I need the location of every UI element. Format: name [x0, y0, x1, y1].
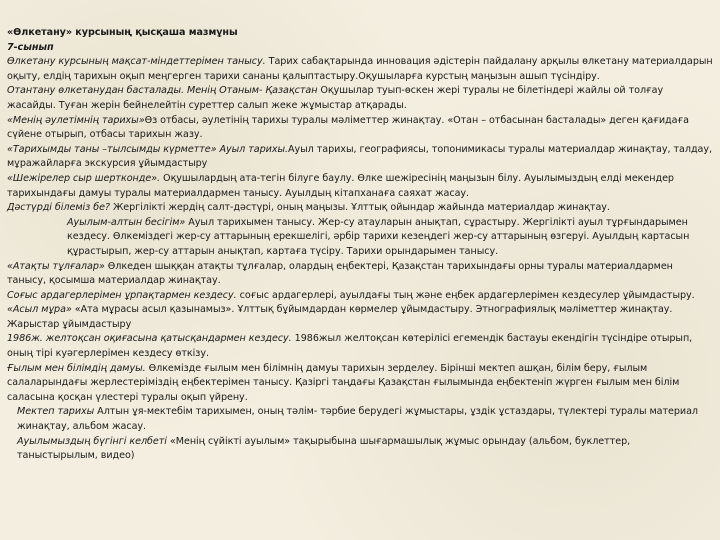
- topic-7-text: Ауыл тарихымен танысу. Жер-су атауларын анықтап, сұрастыру. Жергілікті ауыл тұрғындарымен кездесу. Өлкеміздегі жер-су аттарының ерекшелігі, әрбір тарихи кезеңдегі жер-су аттарының өзгеруі. Ауылдың картасын құрастырып, жер-су аттарын анықтап, картаға түсіру. Тарихи орындарымен танысу.: [67, 216, 690, 257]
- topic-10: [7, 303, 713, 332]
- topic-13: [7, 405, 713, 434]
- topic-6-text: Жергілікті жердің салт-дәстүрі, оның маңызы. Ұлттық ойындар жайында материалдар жинақтау.: [109, 202, 610, 214]
- document-body: [7, 26, 713, 464]
- topic-13-text: Алтын ұя-мектебім тарихымен, оның тәлім- тәрбие берудегі жұмыстары, ұздік ұстаздары, түлектері туралы материал жинақтау, альбом жасау.: [17, 406, 699, 433]
- topic-11: [7, 332, 713, 361]
- topic-13-heading: Мектеп тарихы: [17, 406, 95, 418]
- topic-1-text: Тарих сабақтарында инновация әдістерін пайдалану арқылы өлкетану материалдарын оқыту, елдің тарихын оқып меңгерген тарихи сананы қалыптастыру.Оқушыларға курстың маңызын ашып түсіндіру.: [7, 56, 713, 82]
- topic-4: [7, 143, 713, 172]
- topic-14: [7, 435, 713, 464]
- topic-8: [7, 260, 713, 289]
- topic-14-heading: Ауылымыздың бүгінгі келбеті: [17, 435, 167, 447]
- topic-3-heading: «Менің әулетімнің тарихы»: [7, 114, 145, 126]
- topic-2-text: Оқушылар туып-өскен жері туралы не білетіндері жайлы ой толғау жасайды. Туған жерін бейнелейтін суреттер салып жеке жұмыстар атқарады.: [7, 85, 664, 111]
- topic-10-text: «Ата мұрасы асыл қазынамыз». Ұлттық бұйымдардан көрмелер ұйымдастыру. Этнографиялық мәліметтер жинақтау. Жарыстар ұйымдастыру: [7, 304, 673, 330]
- topic-2: [7, 84, 713, 113]
- topic-10-heading: «Асыл мұра»: [7, 304, 72, 316]
- topic-5-text: Оқушылардың ата-тегін білуге баулу. Өлке шежіресінің маңызын білу. Ауылымыздың елді мекендер тарихындағы дамуы туралы материалдармен танысу. Ауылдың кітапханаға саяхат жасау.: [7, 172, 674, 199]
- topic-9: [7, 289, 713, 304]
- topic-1-heading: Өлкетану курсының мақсат-міндеттерімен танысу.: [7, 56, 266, 68]
- topic-9-text: соғыс ардагерлері, ауылдағы тың және еңбек ардагерлерімен кездесулер ұйымдастыру.: [236, 289, 695, 301]
- topic-9-heading: Соғыс ардагерлерімен ұрпақтармен кездесу.: [7, 289, 237, 301]
- topic-12: [7, 362, 713, 406]
- topic-12-heading: Ғылым мен білімдің дамуы.: [7, 362, 146, 374]
- topic-4-heading: «Тарихымды таны –тылсымды күрметте» Ауыл тарихы.: [7, 143, 288, 155]
- topic-6-heading: Дәстүрді білеміз бе?: [7, 202, 110, 214]
- topic-2-heading: Отантану өлкетанудан басталады. Менің Отаным- Қазақстан: [7, 85, 318, 97]
- topic-7-heading: Ауылым-алтын бесігім»: [67, 216, 186, 228]
- topic-11-heading: 1986ж. желтоқсан оқиғасына қатысқандармен кездесу.: [7, 333, 292, 345]
- topic-5: [7, 172, 713, 201]
- grade-label: 7-сынып: [7, 41, 54, 53]
- topic-3: [7, 114, 713, 143]
- topic-14-text: «Менің сүйікті ауылым» тақырыбына шығармашылық жұмыс орындау (альбом, буклеттер, таныстырылым, видео): [17, 435, 631, 462]
- topic-5-heading: «Шежірелер сыр шертконде».: [7, 172, 161, 184]
- topic-3-text: Өз отбасы, әулетінің тарихы туралы мәліметтер жинақтау. «Отан – отбасынан басталады» деген қағидаға сүйене отырып, отбасы тарихын жазу.: [7, 114, 689, 141]
- topic-7: [7, 216, 713, 260]
- topic-12-text: Өлкемізде ғылым мен білімнің дамуы тарихын зерделеу. Бірінші мектеп ашқан, білім беру, ғылым салаларындағы жерлестеріміздің еңбектерімен танысу. Қазіргі таңдағы Қазақстан ғылымында еңбектеніп жүрген ғылым мен білім саласына қосқан үлестері туралы оқып үйрену.: [7, 362, 680, 403]
- topic-1: [7, 55, 713, 84]
- topic-6: [7, 201, 713, 216]
- topic-8-heading: «Атақты тұлғалар»: [7, 260, 105, 272]
- topic-4-text: Ауыл тарихы, географиясы, топонимикасы туралы материалдар жинақтау, талдау, мұражайларға экскурсия ұйымдастыру: [7, 143, 713, 170]
- course-title: «Өлкетану» курсының қысқаша мазмұны: [7, 27, 238, 38]
- topic-8-text: Өлкеден шыққан атақты тұлғалар, олардың еңбектері, Қазақстан тарихындағы орны туралы материалдармен танысу, қосымша материалдар жинақтау.: [7, 260, 673, 287]
- topic-11-text: 1986жыл желтоқсан көтерілісі егемендік бастауы екендігін түсіндіре отырып, оның тірі куәгерлерімен кездесу өткізу.: [7, 333, 693, 360]
